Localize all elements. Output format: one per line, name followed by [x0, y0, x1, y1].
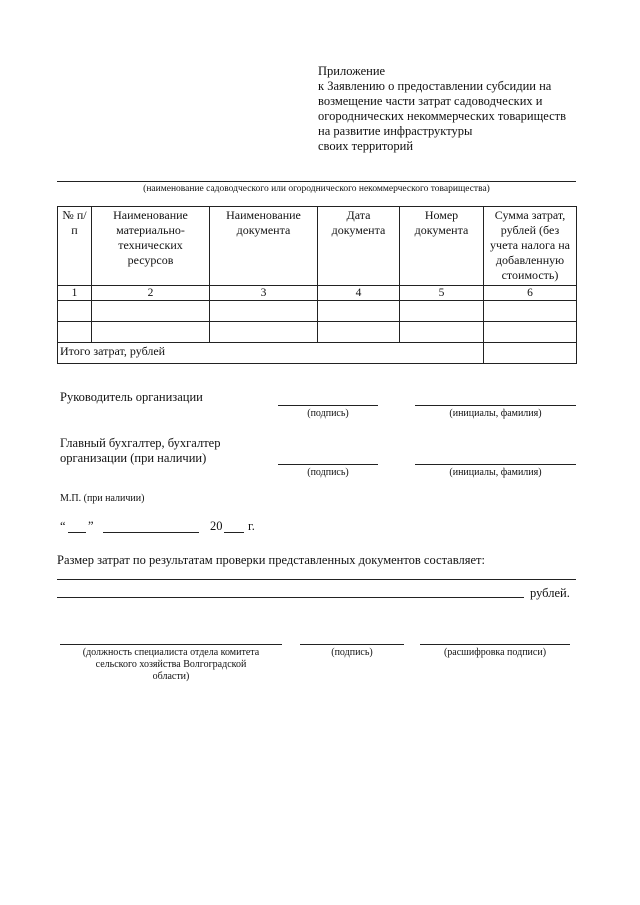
partnership-name-line[interactable]	[57, 181, 576, 182]
head-signature-caption: (подпись)	[307, 408, 349, 419]
column-number: 6	[484, 286, 577, 301]
appendix-line: огороднических некоммерческих товариществ	[318, 109, 567, 123]
caption-line: (должность специалиста отдела комитета	[82, 647, 260, 658]
result-line-1[interactable]	[57, 579, 576, 580]
head-name-line[interactable]	[415, 405, 576, 406]
header-resources: Наименование материально-технических ресурсов	[92, 207, 210, 286]
total-row	[58, 343, 577, 364]
appendix-line: возмещение части затрат садоводческих и	[318, 94, 543, 108]
date-year-prefix: 20	[210, 519, 223, 533]
appendix-line: к Заявлению о предоставлении субсидии на	[318, 79, 552, 93]
result-currency: рублей.	[530, 586, 570, 600]
appendix-line: Приложение	[318, 64, 386, 78]
date-year-suffix: г.	[248, 519, 255, 533]
table-cell[interactable]	[318, 322, 400, 343]
date-close-quote: ”	[88, 519, 94, 533]
column-number: 3	[210, 286, 318, 301]
accountant-name-line[interactable]	[415, 464, 576, 465]
table-cell[interactable]	[210, 301, 318, 322]
column-number: 2	[92, 286, 210, 301]
accountant-label-line2: организации (при наличии)	[60, 451, 207, 465]
date-year-line[interactable]	[224, 532, 244, 533]
header-document-date: Дата документа	[318, 207, 400, 286]
table-cell[interactable]	[92, 322, 210, 343]
specialist-decoding-line[interactable]	[420, 644, 570, 645]
accountant-signature-line[interactable]	[278, 464, 378, 465]
partnership-name-caption: (наименование садоводческого или огороднического некоммерческого товарищества)	[143, 184, 490, 194]
total-label: Итого затрат, рублей	[58, 343, 484, 364]
date-day-line[interactable]	[68, 532, 86, 533]
column-number: 5	[400, 286, 484, 301]
table-cell[interactable]	[92, 301, 210, 322]
specialist-position-caption	[60, 647, 282, 683]
table-cell[interactable]	[318, 301, 400, 322]
header-document-number: Номер документа	[400, 207, 484, 286]
table-cell[interactable]	[58, 322, 92, 343]
head-name-caption: (инициалы, фамилия)	[449, 408, 542, 419]
column-number: 4	[318, 286, 400, 301]
column-number-row	[58, 286, 577, 301]
header-document-name: Наименование документа	[210, 207, 318, 286]
date-month-line[interactable]	[103, 532, 199, 533]
appendix-line: на развитие инфраструктуры	[318, 124, 473, 138]
table-cell[interactable]	[400, 322, 484, 343]
table-row	[58, 322, 577, 343]
table-header-row	[58, 207, 577, 286]
total-value-cell[interactable]	[484, 343, 577, 364]
appendix-heading	[318, 64, 608, 154]
head-label: Руководитель организации	[60, 390, 203, 404]
specialist-signature-line[interactable]	[300, 644, 404, 645]
specialist-signature-caption: (подпись)	[331, 647, 373, 658]
header-cost-sum: Сумма затрат, рублей (без учета налога на добавленную стоимость)	[484, 207, 577, 286]
specialist-position-line[interactable]	[60, 644, 282, 645]
table-cell[interactable]	[210, 322, 318, 343]
costs-table	[57, 206, 577, 364]
header-number: № п/п	[58, 207, 92, 286]
table-cell[interactable]	[484, 301, 577, 322]
caption-line: сельского хозяйства Волгоградской	[95, 659, 247, 670]
appendix-line: своих территорий	[318, 139, 414, 153]
table-cell[interactable]	[400, 301, 484, 322]
table-row	[58, 301, 577, 322]
table-cell[interactable]	[58, 301, 92, 322]
stamp-label: М.П. (при наличии)	[60, 493, 145, 504]
specialist-decoding-caption: (расшифровка подписи)	[443, 647, 547, 658]
accountant-name-caption: (инициалы, фамилия)	[449, 467, 542, 478]
accountant-signature-caption: (подпись)	[307, 467, 349, 478]
result-text: Размер затрат по результатам проверки представленных документов составляет:	[57, 553, 485, 567]
result-line-2[interactable]	[57, 597, 524, 598]
accountant-label-line1: Главный бухгалтер, бухгалтер	[60, 436, 221, 450]
head-signature-line[interactable]	[278, 405, 378, 406]
column-number: 1	[58, 286, 92, 301]
table-cell[interactable]	[484, 322, 577, 343]
date-open-quote: “	[60, 519, 66, 533]
caption-line: области)	[152, 671, 190, 682]
